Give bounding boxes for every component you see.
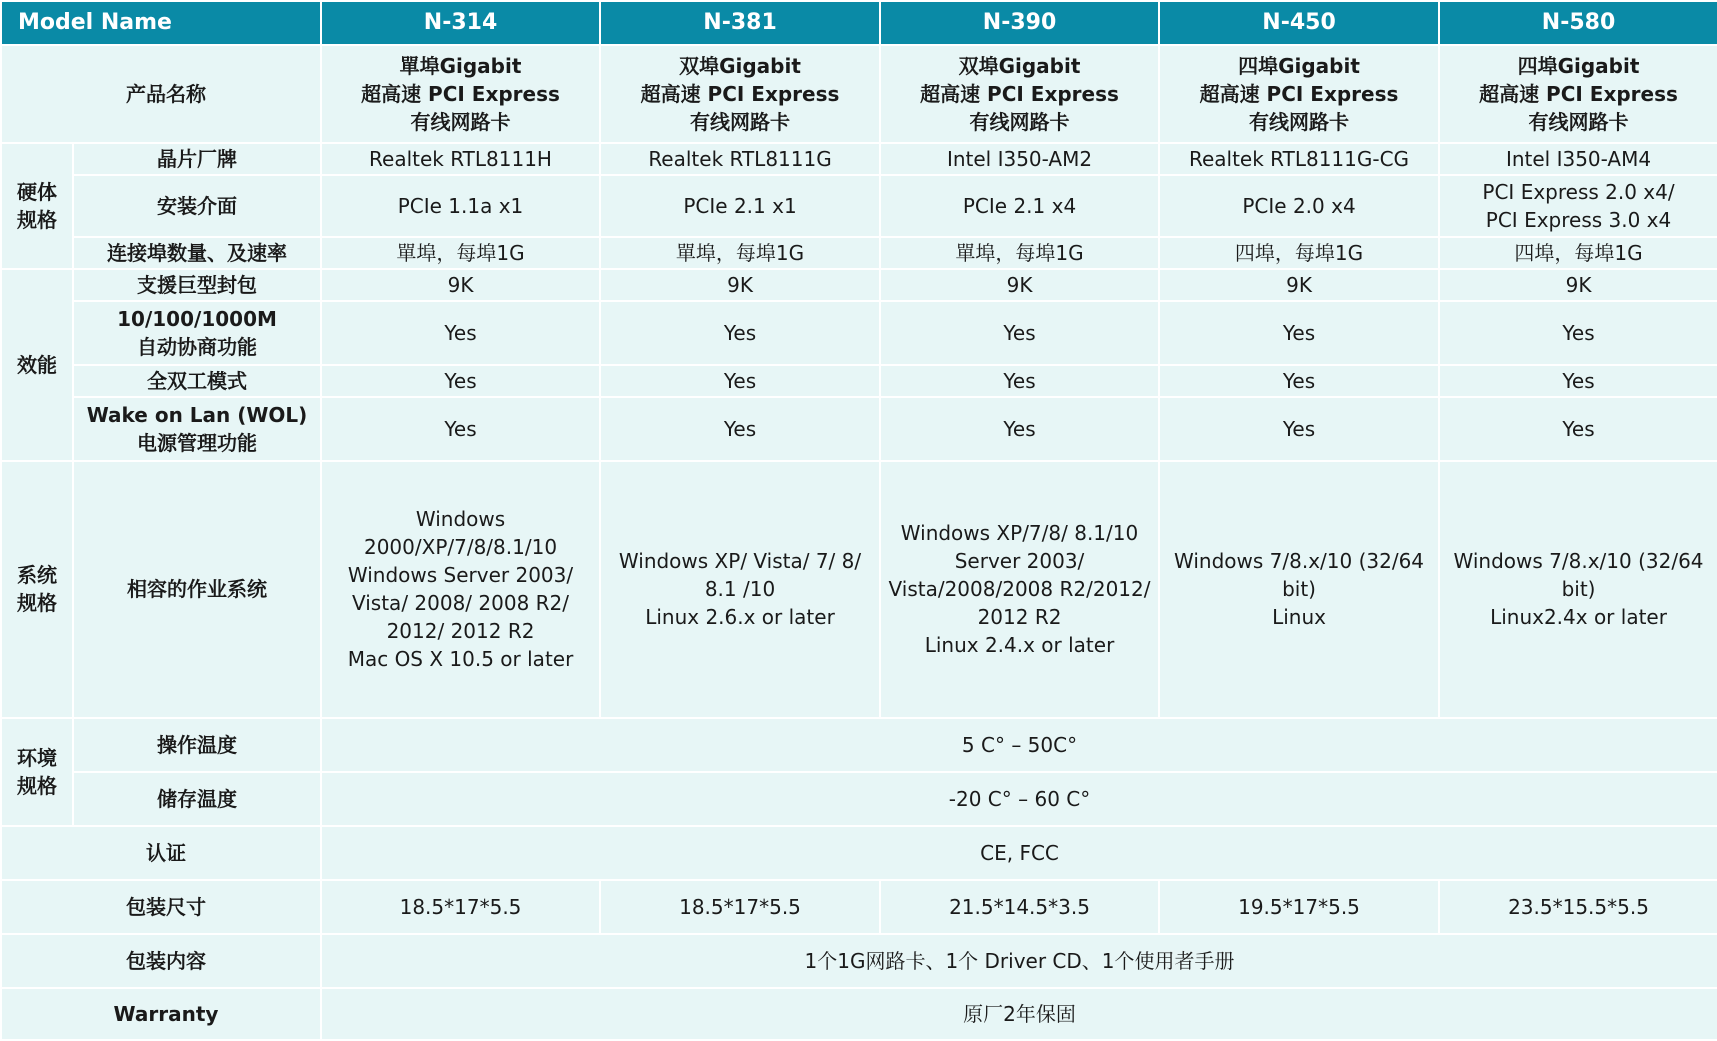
warranty-label: Warranty	[1, 988, 321, 1040]
duplex-label: 全双工模式	[73, 365, 321, 397]
chip-cell: Intel I350-AM2	[880, 143, 1159, 175]
op-temp-label: 操作温度	[73, 718, 321, 772]
product-name-row	[1, 45, 1717, 143]
model-header: N-580	[1439, 1, 1717, 45]
ports-cell: 單埠，每埠1G	[880, 237, 1159, 269]
system-group-label: 系统 规格	[1, 461, 73, 717]
jumbo-cell: 9K	[1439, 269, 1717, 301]
op-temp-cell: 5 C° – 50C°	[321, 718, 1717, 772]
os-cell: Windows 2000/XP/7/8/8.1/10 Windows Server 2003/ Vista/ 2008/ 2008 R2/ 2012/ 2012 R2 Mac OS X 10.5 or later	[321, 461, 600, 717]
jumbo-cell: 9K	[600, 269, 880, 301]
contents-cell: 1个1G网路卡、1个 Driver CD、1个使用者手册	[321, 934, 1717, 988]
product-name-label: 产品名称	[1, 45, 321, 143]
performance-group-label: 效能	[1, 269, 73, 461]
model-header: N-450	[1159, 1, 1439, 45]
auto-negotiation-label: 10/100/1000M 自动协商功能	[73, 301, 321, 365]
os-label: 相容的作业系统	[73, 461, 321, 717]
model-name-header: Model Name	[1, 1, 321, 45]
duplex-cell: Yes	[880, 365, 1159, 397]
ports-cell: 四埠，每埠1G	[1159, 237, 1439, 269]
wol-cell: Yes	[1159, 397, 1439, 461]
size-label: 包装尺寸	[1, 880, 321, 934]
jumbo-label: 支援巨型封包	[73, 269, 321, 301]
os-cell: Windows XP/ Vista/ 7/ 8/ 8.1 /10 Linux 2.6.x or later	[600, 461, 880, 717]
size-cell: 18.5*17*5.5	[600, 880, 880, 934]
warranty-row	[1, 988, 1717, 1040]
os-cell: Windows 7/8.x/10 (32/64 bit) Linux	[1159, 461, 1439, 717]
wol-cell: Yes	[1439, 397, 1717, 461]
store-temp-cell: -20 C° – 60 C°	[321, 772, 1717, 826]
cert-label: 认证	[1, 826, 321, 880]
product-name-cell: 四埠Gigabit 超高速 PCI Express 有线网路卡	[1439, 45, 1717, 143]
interface-cell: PCI Express 2.0 x4/ PCI Express 3.0 x4	[1439, 175, 1717, 237]
duplex-cell: Yes	[321, 365, 600, 397]
product-name-cell: 四埠Gigabit 超高速 PCI Express 有线网路卡	[1159, 45, 1439, 143]
model-header: N-381	[600, 1, 880, 45]
ports-cell: 單埠，每埠1G	[600, 237, 880, 269]
interface-cell: PCIe 2.1 x4	[880, 175, 1159, 237]
contents-label: 包装内容	[1, 934, 321, 988]
size-cell: 23.5*15.5*5.5	[1439, 880, 1717, 934]
interface-cell: PCIe 1.1a x1	[321, 175, 600, 237]
size-row	[1, 880, 1717, 934]
chip-cell: Realtek RTL8111G	[600, 143, 880, 175]
product-name-cell: 双埠Gigabit 超高速 PCI Express 有线网路卡	[880, 45, 1159, 143]
size-cell: 18.5*17*5.5	[321, 880, 600, 934]
duplex-cell: Yes	[600, 365, 880, 397]
size-cell: 19.5*17*5.5	[1159, 880, 1439, 934]
jumbo-row	[1, 269, 1717, 301]
product-name-cell: 單埠Gigabit 超高速 PCI Express 有线网路卡	[321, 45, 600, 143]
store-temp-label: 储存温度	[73, 772, 321, 826]
os-cell: Windows 7/8.x/10 (32/64 bit) Linux2.4x or later	[1439, 461, 1717, 717]
hardware-group-label: 硬体 规格	[1, 143, 73, 269]
ports-cell: 單埠，每埠1G	[321, 237, 600, 269]
cert-row	[1, 826, 1717, 880]
auto-negotiation-cell: Yes	[600, 301, 880, 365]
wol-cell: Yes	[600, 397, 880, 461]
interface-row	[1, 175, 1717, 237]
auto-negotiation-row	[1, 301, 1717, 365]
os-cell: Windows XP/7/8/ 8.1/10 Server 2003/ Vista/2008/2008 R2/2012/ 2012 R2 Linux 2.4.x or later	[880, 461, 1159, 717]
model-header: N-314	[321, 1, 600, 45]
wol-cell: Yes	[880, 397, 1159, 461]
auto-negotiation-cell: Yes	[321, 301, 600, 365]
wol-label: Wake on Lan (WOL) 电源管理功能	[73, 397, 321, 461]
model-header: N-390	[880, 1, 1159, 45]
auto-negotiation-cell: Yes	[880, 301, 1159, 365]
duplex-row	[1, 365, 1717, 397]
ports-cell: 四埠，每埠1G	[1439, 237, 1717, 269]
chip-cell: Realtek RTL8111H	[321, 143, 600, 175]
chip-row	[1, 143, 1717, 175]
wol-cell: Yes	[321, 397, 600, 461]
wol-row	[1, 397, 1717, 461]
duplex-cell: Yes	[1439, 365, 1717, 397]
chip-label: 晶片厂牌	[73, 143, 321, 175]
warranty-cell: 原厂2年保固	[321, 988, 1717, 1040]
jumbo-cell: 9K	[321, 269, 600, 301]
op-temp-row	[1, 718, 1717, 772]
interface-cell: PCIe 2.1 x1	[600, 175, 880, 237]
cert-cell: CE, FCC	[321, 826, 1717, 880]
auto-negotiation-cell: Yes	[1159, 301, 1439, 365]
product-name-cell: 双埠Gigabit 超高速 PCI Express 有线网路卡	[600, 45, 880, 143]
auto-negotiation-cell: Yes	[1439, 301, 1717, 365]
ports-row	[1, 237, 1717, 269]
duplex-cell: Yes	[1159, 365, 1439, 397]
contents-row	[1, 934, 1717, 988]
jumbo-cell: 9K	[880, 269, 1159, 301]
header-row	[1, 1, 1717, 45]
interface-label: 安装介面	[73, 175, 321, 237]
interface-cell: PCIe 2.0 x4	[1159, 175, 1439, 237]
chip-cell: Intel I350-AM4	[1439, 143, 1717, 175]
size-cell: 21.5*14.5*3.5	[880, 880, 1159, 934]
jumbo-cell: 9K	[1159, 269, 1439, 301]
environment-group-label: 环境 规格	[1, 718, 73, 826]
os-row	[1, 461, 1717, 717]
store-temp-row	[1, 772, 1717, 826]
chip-cell: Realtek RTL8111G-CG	[1159, 143, 1439, 175]
ports-label: 连接埠数量、及速率	[73, 237, 321, 269]
